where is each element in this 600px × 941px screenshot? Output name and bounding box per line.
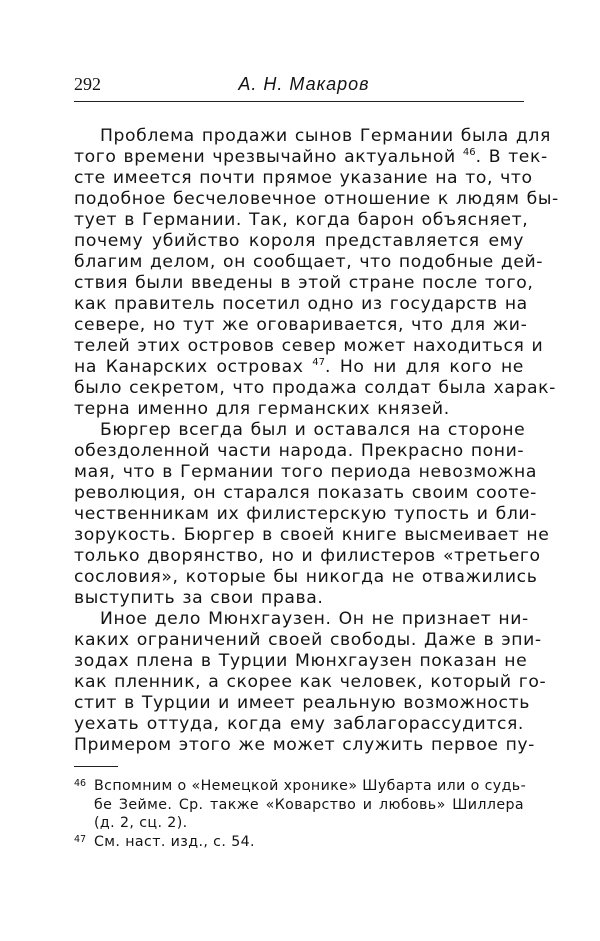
text-line: революция, он старался показать своим сооте- xyxy=(74,483,537,503)
text-line: обездоленной части народа. Прекрасно пони- xyxy=(74,441,525,461)
footnote-number: 47 xyxy=(74,833,87,845)
footnote-ref-47[interactable]: 47 xyxy=(312,357,326,368)
text-line: только дворянство, но и филистеров «третьего xyxy=(74,546,541,566)
footnote-rule xyxy=(74,766,118,767)
text-line: мая, что в Германии того периода невозможна xyxy=(74,462,537,482)
footnote-number: 46 xyxy=(74,778,87,789)
footnotes xyxy=(74,777,527,851)
text-line: Бюргер всегда был и оставался на стороне xyxy=(100,420,526,440)
text-line: того времени чрезвычайно актуальной $^{46}$. В тек- xyxy=(74,147,548,167)
text-line: сословия», которые бы никогда не отважились xyxy=(74,567,538,587)
text-line: чественникам их филистерскую тупость и бли- xyxy=(74,504,537,524)
footnote-line: (д. 2, сц. 2). xyxy=(94,815,188,831)
page-number: 292 xyxy=(74,74,101,94)
header-rule xyxy=(74,101,524,102)
running-title: А. Н. Макаров xyxy=(238,74,370,94)
text-line: на Канарских островах $^{47}$. Но ни для кого не xyxy=(74,357,524,377)
text-line: тует в Германии. Так, когда барон объясняет, xyxy=(74,210,529,230)
footnote-ref-46[interactable]: 46 xyxy=(462,147,476,158)
text-line: уехать оттуда, когда ему заблагорассудится. xyxy=(74,714,524,734)
text-line: Иное дело Мюнхгаузен. Он не признает ни- xyxy=(100,609,529,629)
text-line: сте имеется почти прямое указание на то, что xyxy=(74,168,533,188)
text-line: Проблема продажи сынов Германии была для xyxy=(100,126,551,146)
paragraph xyxy=(74,126,559,420)
text-line: зорукость. Бюргер в своей книге высмеивает не xyxy=(74,525,550,545)
text-line: как правитель посетил одно из государств на xyxy=(74,294,528,314)
text-line: как пленник, а скорее как человек, который го- xyxy=(74,672,547,692)
text-line: было секретом, что продажа солдат была харак- xyxy=(74,378,556,398)
footnote-46 xyxy=(74,777,527,833)
text-line: зодах плена в Турции Мюнхгаузен показан не xyxy=(74,651,528,671)
paragraph xyxy=(74,420,550,609)
paragraph xyxy=(74,609,547,756)
text-line: подобное бесчеловечное отношение к людям бы- xyxy=(74,189,559,209)
text-line: терна именно для германских князей. xyxy=(74,399,450,419)
text-line: Примером этого же может служить первое пу- xyxy=(74,735,535,755)
text-line: ствия были введены в этой стране после того, xyxy=(74,273,534,293)
running-head xyxy=(74,74,524,98)
text-line: севере, но тут же оговаривается, что для жи- xyxy=(74,315,528,335)
text-line: каких ограничений своей свободы. Даже в эпи- xyxy=(74,630,542,650)
body-text xyxy=(74,126,559,756)
text-line: почему убийство короля представляется ему xyxy=(74,231,524,251)
footnote-line: См. наст. изд., с. 54. xyxy=(94,833,255,850)
text-line: стит в Турции и имеет реальную возможность xyxy=(74,693,530,713)
text-line: телей этих островов север может находиться и xyxy=(74,336,544,356)
text-line: выступить за свои права. xyxy=(74,588,324,608)
footnote-line: Вспомним о «Немецкой хронике» Шубарта или о судь- xyxy=(94,778,527,794)
footnote-line: бе Зейме. Ср. также «Коварство и любовь» Шиллера xyxy=(94,796,524,813)
text-line: благим делом, он сообщает, что подобные дей- xyxy=(74,252,544,272)
footnote-47 xyxy=(74,833,524,852)
